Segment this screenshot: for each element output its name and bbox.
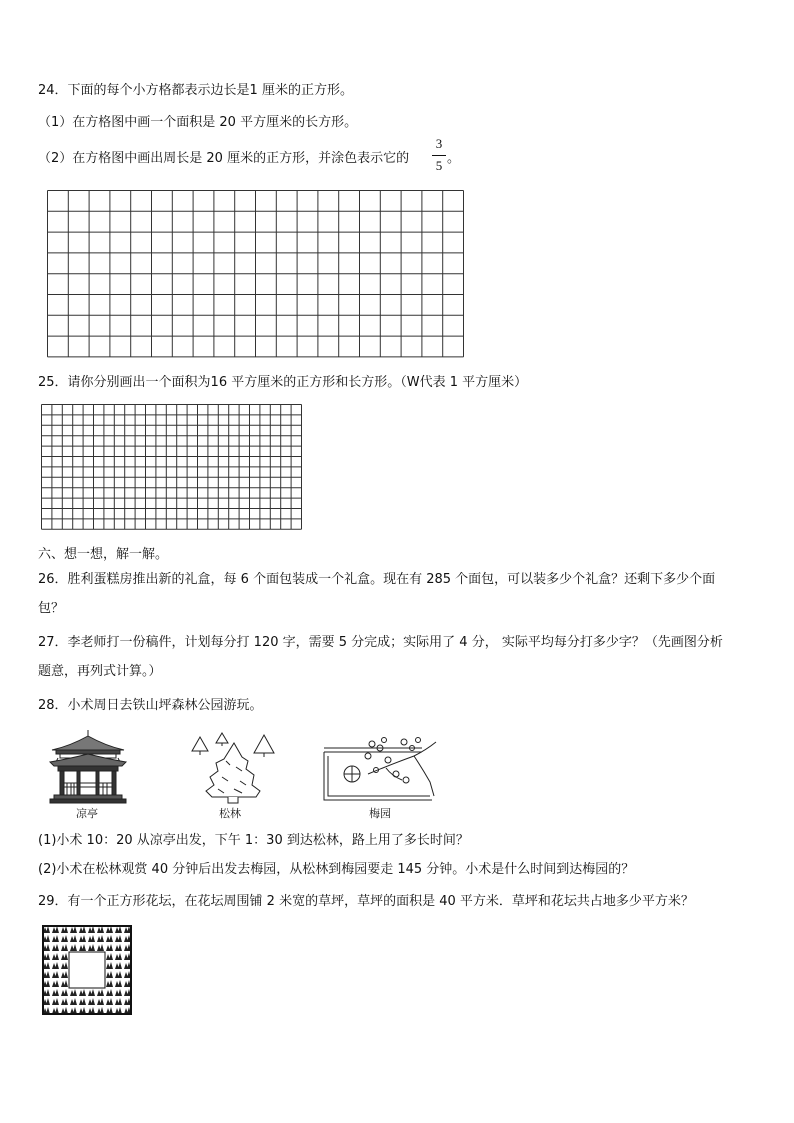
section-6-title: 六、想一想，解一解。 xyxy=(38,547,169,562)
flower-bed-center xyxy=(69,952,105,988)
q28-part2: (2)小术在松林观赏 40 分钟后出发去梅园，从松林到梅园要走 145 分钟。小术是什么时间到达梅园的？ xyxy=(38,862,635,877)
q28-part1: (1)小术 10：20 从凉亭出发，下午 1：30 到达松林，路上用了多长时间？ xyxy=(38,833,469,848)
plum-garden-illustration xyxy=(322,734,442,804)
grid-20x8 xyxy=(47,190,467,362)
q24-part2: （2）在方格图中画出周长是 20 厘米的正方形，并涂色表示它的 xyxy=(38,151,410,166)
q29-title: 29．有一个正方形花坛，在花坛周围铺 2 米宽的草坪，草坪的面积是 40 平方米．草坪和花坛共占地多少平方米？ xyxy=(38,894,694,909)
caption-pine-forest: 松林 xyxy=(219,807,241,820)
q25-title: 25．请你分别画出一个面积为16 平方厘米的正方形和长方形。（W代表 1 平方厘米） xyxy=(38,375,528,390)
pavilion-illustration xyxy=(46,728,130,804)
pine-forest-illustration xyxy=(186,731,278,805)
grid-25x12 xyxy=(41,404,305,536)
q24-part1: （1）在方格图中画一个面积是 20 平方厘米的长方形。 xyxy=(38,115,358,130)
q24-fraction-denominator: 5 xyxy=(435,158,443,173)
q27-line1: 27．李老师打一份稿件，计划每分打 120 字，需要 5 分完成；实际用了 4 分， 实际平均每分打多少字？（先画图分析 xyxy=(38,635,723,650)
flower-bed-diagram xyxy=(42,925,132,1015)
q26-line2: 包？ xyxy=(38,601,65,616)
caption-plum-garden: 梅园 xyxy=(369,807,391,820)
q26-line1: 26．胜利蛋糕房推出新的礼盒，每 6 个面包装成一个礼盒。现在有 285 个面包，可以装多少个礼盒？还剩下多少个面 xyxy=(38,572,716,587)
q24-title: 24．下面的每个小方格都表示边长是1 厘米的正方形。 xyxy=(38,83,353,98)
q24-fraction-end: 。 xyxy=(447,151,461,166)
q24-fraction-bar xyxy=(432,155,446,156)
q28-title: 28．小术周日去铁山坪森林公园游玩。 xyxy=(38,698,263,713)
caption-pavilion: 凉亭 xyxy=(76,807,98,820)
q27-line2: 题意，再列式计算。） xyxy=(38,664,162,679)
q24-fraction-numerator: 3 xyxy=(435,136,443,151)
